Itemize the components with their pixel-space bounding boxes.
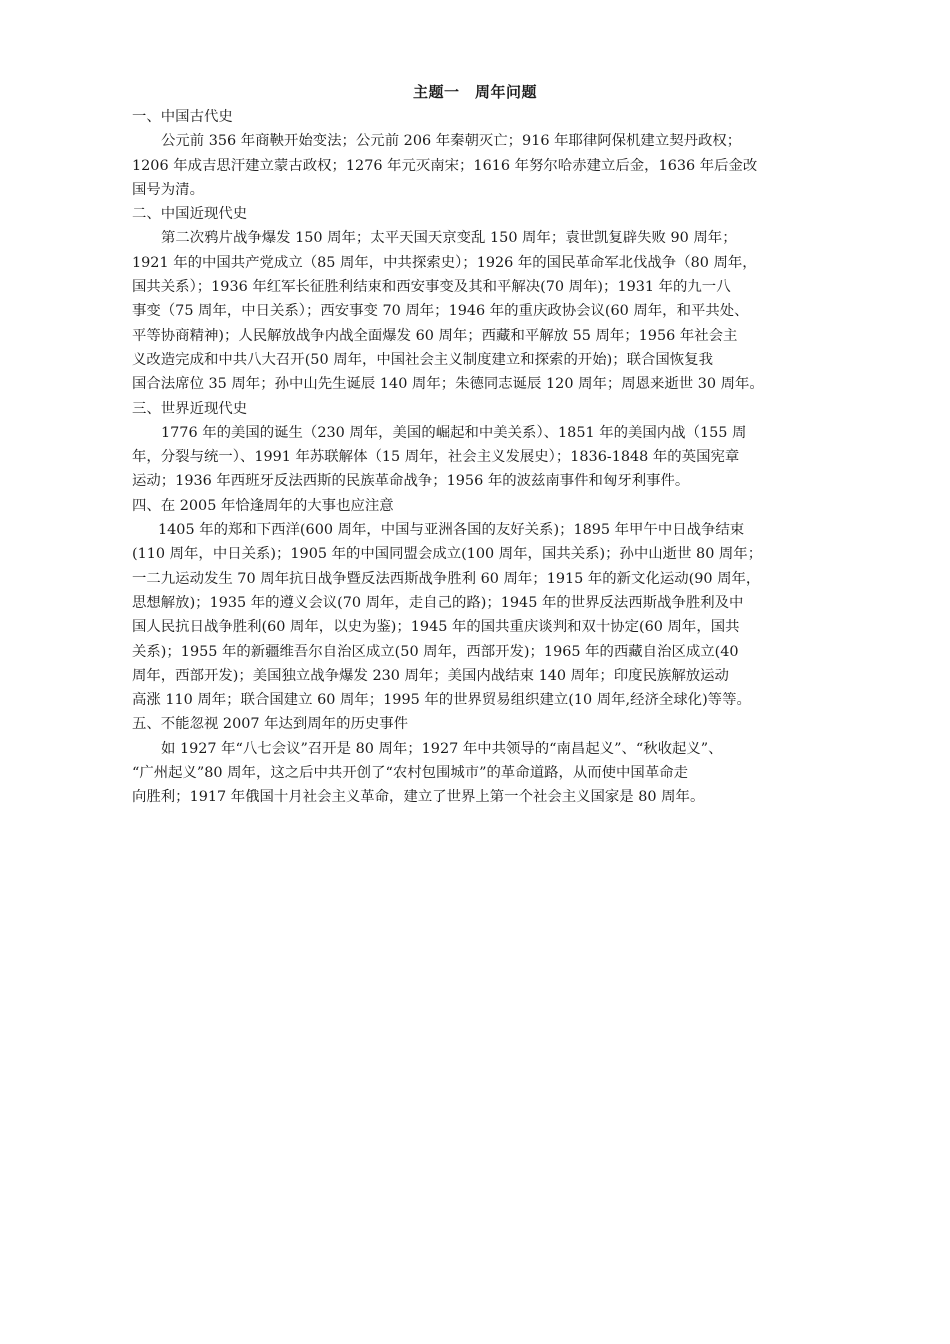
paragraph-line: 义改造完成和中共八大召开(50 周年，中国社会主义制度建立和探索的开始)；联合国恢复我 <box>132 351 713 368</box>
paragraph-line: 国人民抗日战争胜利(60 周年，以史为鉴)；1945 年的国共重庆谈判和双十协定(60 周年，国共 <box>132 619 740 636</box>
paragraph-line: “广州起义”80 周年，这之后中共开创了“农村包围城市”的革命道路，从而使中国革命走 <box>132 765 688 782</box>
paragraph-line: 高涨 110 周年；联合国建立 60 周年；1995 年的世界贸易组织建立(10 周年,经济全球化)等等。 <box>132 692 751 709</box>
paragraph-line: (110 周年，中日关系)；1905 年的中国同盟会成立(100 周年，国共关系)；孙中山逝世 80 周年； <box>132 546 763 563</box>
section-heading: 五、不能忽视 2007 年达到周年的历史事件 <box>132 716 409 733</box>
paragraph-line: 运动；1936 年西班牙反法西斯的民族革命战争；1956 年的波兹南事件和匈牙利事件。 <box>132 473 690 490</box>
page-title: 主题一 周年问题 <box>412 83 537 101</box>
section-heading: 二、中国近现代史 <box>132 206 248 223</box>
paragraph-line: 事变（75 周年，中日关系）；西安事变 70 周年；1946 年的重庆政协会议(60 周年，和平共处、 <box>132 303 749 320</box>
paragraph-line: 周年，西部开发)；美国独立战争爆发 230 周年；美国内战结束 140 周年；印度民族解放运动 <box>132 667 729 684</box>
paragraph-line: 1921 年的中国共产党成立（85 周年，中共探索史）；1926 年的国民革命军北伐战争（80 周年， <box>132 254 757 271</box>
paragraph-line: 国合法席位 35 周年；孙中山先生诞辰 140 周年；朱德同志诞辰 120 周年；周恩来逝世 30 周年。 <box>132 376 764 393</box>
section-heading: 四、在 2005 年恰逢周年的大事也应注意 <box>132 497 394 514</box>
paragraph-line: 国号为清。 <box>132 181 204 198</box>
paragraph-line: 思想解放)；1935 年的遵义会议(70 周年，走自己的路)；1945 年的世界反法西斯战争胜利及中 <box>132 594 744 611</box>
paragraph-line: 第二次鸦片战争爆发 150 周年；太平天国天京变乱 150 周年；袁世凯复辟失败 90 周年； <box>161 230 737 247</box>
section-heading: 三、世界近现代史 <box>132 400 248 417</box>
section-heading: 一、中国古代史 <box>132 109 233 125</box>
paragraph-line: 1405 年的郑和下西洋(600 周年，中国与亚洲各国的友好关系)；1895 年甲午中日战争结束 <box>158 522 745 539</box>
paragraph-line: 向胜利；1917 年俄国十月社会主义革命，建立了世界上第一个社会主义国家是 80 周年。 <box>132 789 705 806</box>
paragraph-line: 关系)；1955 年的新疆维吾尔自治区成立(50 周年，西部开发)；1965 年的西藏自治区成立(40 <box>132 643 739 660</box>
paragraph-line: 1776 年的美国的诞生（230 周年，美国的崛起和中美关系）、1851 年的美国内战（155 周 <box>161 424 747 441</box>
paragraph-line: 平等协商精神)；人民解放战争内战全面爆发 60 周年；西藏和平解放 55 周年；1956 年社会主 <box>132 327 738 344</box>
paragraph-line: 如 1927 年“八七会议”召开是 80 周年；1927 年中共领导的“南昌起义”、“秋收起义”、 <box>161 740 723 757</box>
document-body <box>132 105 832 810</box>
paragraph-line: 一二九运动发生 70 周年抗日战争暨反法西斯战争胜利 60 周年；1915 年的新文化运动(90 周年， <box>132 570 761 587</box>
paragraph-line: 国共关系）；1936 年红军长征胜利结束和西安事变及其和平解决(70 周年)；1931 年的九一八 <box>132 279 731 296</box>
paragraph-line: 年，分裂与统一）、1991 年苏联解体（15 周年，社会主义发展史）；1836-1848 年的英国宪章 <box>132 449 740 466</box>
paragraph-line: 公元前 356 年商鞅开始变法；公元前 206 年秦朝灭亡；916 年耶律阿保机建立契丹政权； <box>161 133 742 150</box>
paragraph-line: 1206 年成吉思汗建立蒙古政权；1276 年元灭南宋；1616 年努尔哈赤建立后金，1636 年后金改 <box>132 157 758 174</box>
